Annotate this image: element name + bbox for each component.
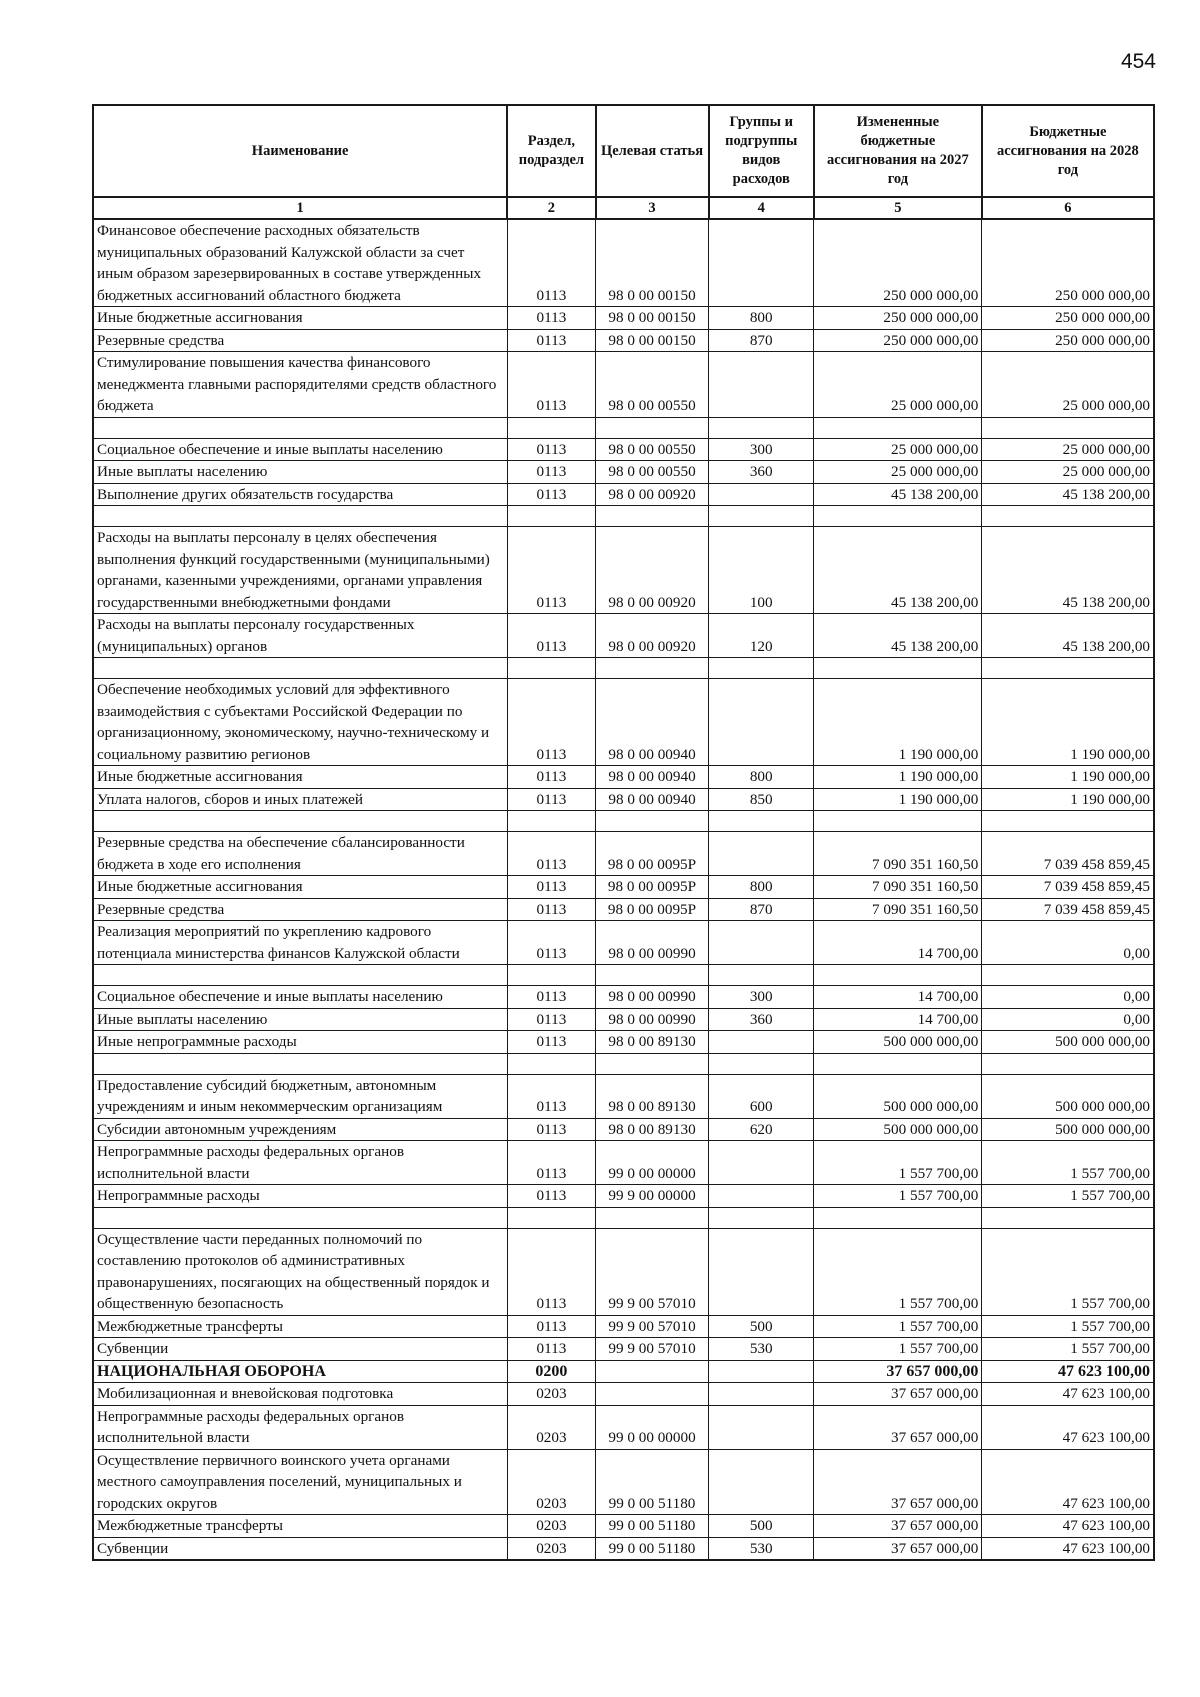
row-expense-group: 800 — [709, 307, 814, 330]
column-number: 2 — [507, 197, 595, 219]
budget-table — [92, 104, 1155, 1561]
row-amount-2028: 1 557 700,00 — [982, 1315, 1154, 1338]
table-row — [93, 352, 1154, 418]
row-section-code: 0200 — [507, 1360, 595, 1383]
row-amount-2027: 14 700,00 — [814, 986, 982, 1009]
row-expense-group: 530 — [709, 1537, 814, 1560]
spacer-cell — [507, 658, 595, 679]
row-amount-2028: 47 623 100,00 — [982, 1360, 1154, 1383]
row-expense-group — [709, 1360, 814, 1383]
row-expense-group: 120 — [709, 614, 814, 658]
header-section: Раздел, подраздел — [507, 105, 595, 197]
row-section-code: 0113 — [507, 832, 595, 876]
row-amount-2028: 0,00 — [982, 1008, 1154, 1031]
row-target-article: 98 0 00 00920 — [596, 527, 709, 614]
table-row — [93, 483, 1154, 506]
spacer-cell — [93, 811, 507, 832]
row-target-article: 99 0 00 51180 — [596, 1515, 709, 1538]
spacer-row — [93, 811, 1154, 832]
row-target-article: 98 0 00 00920 — [596, 614, 709, 658]
spacer-cell — [709, 1207, 814, 1228]
row-name: Иные выплаты населению — [93, 1008, 507, 1031]
row-amount-2027: 25 000 000,00 — [814, 461, 982, 484]
row-expense-group: 500 — [709, 1515, 814, 1538]
row-target-article — [596, 1360, 709, 1383]
spacer-row — [93, 1053, 1154, 1074]
row-expense-group: 360 — [709, 461, 814, 484]
row-target-article: 98 0 00 00920 — [596, 483, 709, 506]
table-row — [93, 1141, 1154, 1185]
row-section-code: 0113 — [507, 219, 595, 307]
row-target-article: 98 0 00 89130 — [596, 1074, 709, 1118]
table-row — [93, 1031, 1154, 1054]
row-section-code: 0113 — [507, 766, 595, 789]
header-amount-2027: Измененные бюджетные ассигнования на 2027 год — [814, 105, 982, 197]
row-section-code: 0113 — [507, 1185, 595, 1208]
row-target-article: 98 0 00 00940 — [596, 788, 709, 811]
row-amount-2027: 1 557 700,00 — [814, 1315, 982, 1338]
row-amount-2028: 45 138 200,00 — [982, 527, 1154, 614]
row-section-code: 0113 — [507, 1008, 595, 1031]
row-amount-2028: 1 557 700,00 — [982, 1338, 1154, 1361]
row-section-code: 0113 — [507, 438, 595, 461]
column-number: 6 — [982, 197, 1154, 219]
table-row — [93, 1449, 1154, 1515]
row-target-article: 98 0 00 00940 — [596, 766, 709, 789]
row-name: Осуществление первичного воинского учета органами местного самоуправления поселений, муниципальных и городских округов — [93, 1449, 507, 1515]
table-row — [93, 876, 1154, 899]
row-amount-2027: 7 090 351 160,50 — [814, 832, 982, 876]
row-target-article: 98 0 00 00150 — [596, 329, 709, 352]
table-row — [93, 1515, 1154, 1538]
row-target-article: 98 0 00 89130 — [596, 1118, 709, 1141]
spacer-cell — [596, 658, 709, 679]
row-amount-2027: 1 557 700,00 — [814, 1185, 982, 1208]
row-expense-group — [709, 1228, 814, 1315]
row-amount-2028: 25 000 000,00 — [982, 352, 1154, 418]
row-expense-group: 530 — [709, 1338, 814, 1361]
row-section-code: 0203 — [507, 1515, 595, 1538]
spacer-cell — [596, 417, 709, 438]
row-amount-2028: 1 190 000,00 — [982, 766, 1154, 789]
row-expense-group: 500 — [709, 1315, 814, 1338]
table-row — [93, 1008, 1154, 1031]
spacer-cell — [814, 1053, 982, 1074]
spacer-cell — [814, 506, 982, 527]
row-target-article: 99 0 00 51180 — [596, 1449, 709, 1515]
header-expense-groups: Группы и подгруппы видов расходов — [709, 105, 814, 197]
table-row — [93, 766, 1154, 789]
spacer-cell — [596, 1053, 709, 1074]
table-row — [93, 1383, 1154, 1406]
column-number: 4 — [709, 197, 814, 219]
spacer-cell — [982, 1207, 1154, 1228]
row-name: Межбюджетные трансферты — [93, 1315, 507, 1338]
row-amount-2028: 25 000 000,00 — [982, 461, 1154, 484]
row-amount-2028: 0,00 — [982, 921, 1154, 965]
row-amount-2027: 1 190 000,00 — [814, 766, 982, 789]
row-target-article: 99 0 00 51180 — [596, 1537, 709, 1560]
row-name: Расходы на выплаты персоналу государственных (муниципальных) органов — [93, 614, 507, 658]
row-target-article: 98 0 00 00550 — [596, 461, 709, 484]
column-number: 1 — [93, 197, 507, 219]
table-row — [93, 329, 1154, 352]
row-section-code: 0113 — [507, 876, 595, 899]
row-name: Иные бюджетные ассигнования — [93, 876, 507, 899]
row-target-article: 98 0 00 00150 — [596, 307, 709, 330]
column-number: 5 — [814, 197, 982, 219]
spacer-cell — [596, 965, 709, 986]
row-amount-2028: 250 000 000,00 — [982, 307, 1154, 330]
spacer-row — [93, 658, 1154, 679]
row-amount-2027: 1 557 700,00 — [814, 1338, 982, 1361]
spacer-cell — [982, 965, 1154, 986]
row-expense-group: 600 — [709, 1074, 814, 1118]
row-amount-2027: 500 000 000,00 — [814, 1118, 982, 1141]
row-name: НАЦИОНАЛЬНАЯ ОБОРОНА — [93, 1360, 507, 1383]
row-target-article: 99 0 00 00000 — [596, 1141, 709, 1185]
row-amount-2027: 7 090 351 160,50 — [814, 876, 982, 899]
row-section-code: 0113 — [507, 329, 595, 352]
row-amount-2028: 1 557 700,00 — [982, 1185, 1154, 1208]
spacer-cell — [709, 1053, 814, 1074]
row-target-article: 98 0 00 0095Р — [596, 876, 709, 899]
row-amount-2027: 250 000 000,00 — [814, 219, 982, 307]
spacer-row — [93, 417, 1154, 438]
row-target-article: 99 9 00 57010 — [596, 1315, 709, 1338]
row-expense-group: 870 — [709, 329, 814, 352]
spacer-cell — [507, 811, 595, 832]
row-name: Иные бюджетные ассигнования — [93, 307, 507, 330]
table-row — [93, 461, 1154, 484]
spacer-row — [93, 965, 1154, 986]
row-expense-group: 850 — [709, 788, 814, 811]
row-name: Иные бюджетные ассигнования — [93, 766, 507, 789]
spacer-cell — [507, 1207, 595, 1228]
spacer-cell — [507, 1053, 595, 1074]
row-expense-group — [709, 1449, 814, 1515]
row-target-article: 98 0 00 00550 — [596, 352, 709, 418]
row-target-article — [596, 1383, 709, 1406]
row-name: Субвенции — [93, 1537, 507, 1560]
row-section-code: 0113 — [507, 986, 595, 1009]
row-section-code: 0113 — [507, 1118, 595, 1141]
spacer-cell — [814, 965, 982, 986]
row-name: Резервные средства на обеспечение сбалансированности бюджета в ходе его исполнения — [93, 832, 507, 876]
row-amount-2027: 14 700,00 — [814, 1008, 982, 1031]
row-target-article: 98 0 00 0095Р — [596, 832, 709, 876]
spacer-cell — [596, 1207, 709, 1228]
table-row — [93, 219, 1154, 307]
row-amount-2027: 37 657 000,00 — [814, 1360, 982, 1383]
page-number: 454 — [1120, 50, 1156, 73]
row-name: Расходы на выплаты персоналу в целях обеспечения выполнения функций государственными (муниципальными) органами, казенными учреждениями, органами управления государственными внебюджетными фондами — [93, 527, 507, 614]
row-name: Предоставление субсидий бюджетным, автономным учреждениям и иным некоммерческим организациям — [93, 1074, 507, 1118]
table-row — [93, 986, 1154, 1009]
spacer-cell — [814, 1207, 982, 1228]
row-name: Обеспечение необходимых условий для эффективного взаимодействия с субъектами Российской Федерации по организационному, экономическому, научно-техническому и социальному развитию регионов — [93, 679, 507, 766]
table-row — [93, 307, 1154, 330]
row-amount-2028: 500 000 000,00 — [982, 1031, 1154, 1054]
table-row — [93, 1315, 1154, 1338]
spacer-cell — [814, 811, 982, 832]
spacer-cell — [93, 658, 507, 679]
row-target-article: 98 0 00 00990 — [596, 1008, 709, 1031]
table-row — [93, 921, 1154, 965]
row-name: Иные непрограммные расходы — [93, 1031, 507, 1054]
row-expense-group: 300 — [709, 438, 814, 461]
row-target-article: 98 0 00 0095Р — [596, 898, 709, 921]
row-name: Уплата налогов, сборов и иных платежей — [93, 788, 507, 811]
row-section-code: 0113 — [507, 527, 595, 614]
row-amount-2028: 47 623 100,00 — [982, 1537, 1154, 1560]
row-name: Выполнение других обязательств государства — [93, 483, 507, 506]
row-expense-group: 360 — [709, 1008, 814, 1031]
table-row — [93, 1537, 1154, 1560]
spacer-cell — [93, 1207, 507, 1228]
row-amount-2028: 7 039 458 859,45 — [982, 876, 1154, 899]
spacer-row — [93, 506, 1154, 527]
header-amount-2028: Бюджетные ассигнования на 2028 год — [982, 105, 1154, 197]
spacer-cell — [982, 506, 1154, 527]
table-row — [93, 679, 1154, 766]
spacer-cell — [507, 965, 595, 986]
table-row — [93, 614, 1154, 658]
row-name: Субвенции — [93, 1338, 507, 1361]
spacer-cell — [709, 506, 814, 527]
row-name: Резервные средства — [93, 329, 507, 352]
row-section-code: 0113 — [507, 898, 595, 921]
spacer-cell — [982, 658, 1154, 679]
row-amount-2028: 500 000 000,00 — [982, 1074, 1154, 1118]
row-amount-2027: 45 138 200,00 — [814, 527, 982, 614]
row-amount-2027: 25 000 000,00 — [814, 352, 982, 418]
row-amount-2028: 47 623 100,00 — [982, 1383, 1154, 1406]
row-target-article: 98 0 00 00990 — [596, 921, 709, 965]
row-target-article: 98 0 00 00940 — [596, 679, 709, 766]
table-row — [93, 1228, 1154, 1315]
row-section-code: 0113 — [507, 788, 595, 811]
row-amount-2027: 37 657 000,00 — [814, 1383, 982, 1406]
row-section-code: 0113 — [507, 679, 595, 766]
spacer-cell — [709, 811, 814, 832]
row-amount-2027: 45 138 200,00 — [814, 483, 982, 506]
row-name: Непрограммные расходы — [93, 1185, 507, 1208]
table-row — [93, 1074, 1154, 1118]
row-target-article: 99 9 00 57010 — [596, 1338, 709, 1361]
row-amount-2027: 1 557 700,00 — [814, 1228, 982, 1315]
table-row — [93, 438, 1154, 461]
table-row — [93, 1360, 1154, 1383]
row-name: Стимулирование повышения качества финансового менеджмента главными распорядителями средств областного бюджета — [93, 352, 507, 418]
spacer-cell — [596, 811, 709, 832]
row-amount-2028: 47 623 100,00 — [982, 1405, 1154, 1449]
row-section-code: 0113 — [507, 1141, 595, 1185]
row-name: Финансовое обеспечение расходных обязательств муниципальных образований Калужской области за счет иным образом зарезервированных в составе утвержденных бюджетных ассигнований областного бюджета — [93, 219, 507, 307]
row-section-code: 0113 — [507, 1074, 595, 1118]
spacer-cell — [507, 417, 595, 438]
row-section-code: 0113 — [507, 483, 595, 506]
row-section-code: 0113 — [507, 1315, 595, 1338]
row-name: Иные выплаты населению — [93, 461, 507, 484]
row-amount-2027: 500 000 000,00 — [814, 1031, 982, 1054]
row-expense-group: 300 — [709, 986, 814, 1009]
row-name: Реализация мероприятий по укреплению кадрового потенциала министерства финансов Калужской области — [93, 921, 507, 965]
spacer-cell — [596, 506, 709, 527]
spacer-cell — [709, 965, 814, 986]
row-amount-2027: 1 557 700,00 — [814, 1141, 982, 1185]
row-amount-2027: 14 700,00 — [814, 921, 982, 965]
row-target-article: 98 0 00 00990 — [596, 986, 709, 1009]
row-name: Социальное обеспечение и иные выплаты населению — [93, 438, 507, 461]
table-row — [93, 1118, 1154, 1141]
row-section-code: 0203 — [507, 1383, 595, 1406]
row-section-code: 0113 — [507, 461, 595, 484]
row-expense-group — [709, 483, 814, 506]
row-expense-group — [709, 679, 814, 766]
row-amount-2028: 47 623 100,00 — [982, 1515, 1154, 1538]
row-expense-group: 100 — [709, 527, 814, 614]
row-expense-group — [709, 1031, 814, 1054]
row-section-code: 0113 — [507, 352, 595, 418]
row-amount-2027: 37 657 000,00 — [814, 1449, 982, 1515]
row-name: Резервные средства — [93, 898, 507, 921]
table-row — [93, 1338, 1154, 1361]
row-name: Непрограммные расходы федеральных органов исполнительной власти — [93, 1141, 507, 1185]
table-row — [93, 832, 1154, 876]
row-expense-group: 620 — [709, 1118, 814, 1141]
row-amount-2027: 37 657 000,00 — [814, 1515, 982, 1538]
row-section-code: 0203 — [507, 1449, 595, 1515]
row-amount-2028: 250 000 000,00 — [982, 219, 1154, 307]
row-section-code: 0203 — [507, 1537, 595, 1560]
row-amount-2028: 250 000 000,00 — [982, 329, 1154, 352]
row-amount-2028: 0,00 — [982, 986, 1154, 1009]
row-name: Осуществление части переданных полномочий по составлению протоколов об административных правонарушениях, посягающих на общественный порядок и общественную безопасность — [93, 1228, 507, 1315]
row-expense-group — [709, 1383, 814, 1406]
row-amount-2028: 47 623 100,00 — [982, 1449, 1154, 1515]
row-name: Социальное обеспечение и иные выплаты населению — [93, 986, 507, 1009]
row-amount-2027: 250 000 000,00 — [814, 307, 982, 330]
row-section-code: 0113 — [507, 307, 595, 330]
column-number: 3 — [596, 197, 709, 219]
row-target-article: 98 0 00 89130 — [596, 1031, 709, 1054]
table-row — [93, 1405, 1154, 1449]
row-expense-group — [709, 1185, 814, 1208]
row-section-code: 0113 — [507, 921, 595, 965]
row-amount-2028: 500 000 000,00 — [982, 1118, 1154, 1141]
row-amount-2028: 25 000 000,00 — [982, 438, 1154, 461]
row-amount-2028: 45 138 200,00 — [982, 614, 1154, 658]
row-amount-2027: 1 190 000,00 — [814, 679, 982, 766]
spacer-cell — [982, 417, 1154, 438]
row-target-article: 98 0 00 00150 — [596, 219, 709, 307]
row-expense-group — [709, 921, 814, 965]
spacer-cell — [93, 506, 507, 527]
spacer-cell — [709, 658, 814, 679]
row-expense-group — [709, 832, 814, 876]
spacer-cell — [709, 417, 814, 438]
header-target-article: Целевая статья — [596, 105, 709, 197]
table-row — [93, 527, 1154, 614]
row-amount-2028: 1 190 000,00 — [982, 679, 1154, 766]
row-name: Мобилизационная и вневойсковая подготовка — [93, 1383, 507, 1406]
spacer-cell — [93, 1053, 507, 1074]
row-expense-group — [709, 352, 814, 418]
row-amount-2027: 45 138 200,00 — [814, 614, 982, 658]
row-target-article: 99 0 00 00000 — [596, 1405, 709, 1449]
row-target-article: 98 0 00 00550 — [596, 438, 709, 461]
row-expense-group — [709, 1405, 814, 1449]
row-amount-2028: 1 190 000,00 — [982, 788, 1154, 811]
spacer-cell — [507, 506, 595, 527]
spacer-cell — [814, 658, 982, 679]
row-amount-2027: 500 000 000,00 — [814, 1074, 982, 1118]
row-section-code: 0203 — [507, 1405, 595, 1449]
row-amount-2027: 7 090 351 160,50 — [814, 898, 982, 921]
row-amount-2027: 37 657 000,00 — [814, 1537, 982, 1560]
spacer-cell — [982, 811, 1154, 832]
spacer-cell — [814, 417, 982, 438]
row-amount-2028: 1 557 700,00 — [982, 1228, 1154, 1315]
row-name: Непрограммные расходы федеральных органов исполнительной власти — [93, 1405, 507, 1449]
row-target-article: 99 9 00 57010 — [596, 1228, 709, 1315]
row-amount-2028: 7 039 458 859,45 — [982, 832, 1154, 876]
row-name: Межбюджетные трансферты — [93, 1515, 507, 1538]
row-expense-group — [709, 219, 814, 307]
row-expense-group: 800 — [709, 876, 814, 899]
row-section-code: 0113 — [507, 1338, 595, 1361]
row-amount-2028: 7 039 458 859,45 — [982, 898, 1154, 921]
spacer-cell — [93, 965, 507, 986]
row-amount-2027: 250 000 000,00 — [814, 329, 982, 352]
spacer-row — [93, 1207, 1154, 1228]
row-amount-2028: 45 138 200,00 — [982, 483, 1154, 506]
row-expense-group: 800 — [709, 766, 814, 789]
table-row — [93, 1185, 1154, 1208]
spacer-cell — [982, 1053, 1154, 1074]
row-amount-2027: 37 657 000,00 — [814, 1405, 982, 1449]
row-amount-2028: 1 557 700,00 — [982, 1141, 1154, 1185]
row-name: Субсидии автономным учреждениям — [93, 1118, 507, 1141]
row-section-code: 0113 — [507, 614, 595, 658]
table-row — [93, 788, 1154, 811]
table-body — [93, 219, 1154, 1560]
row-amount-2027: 25 000 000,00 — [814, 438, 982, 461]
row-amount-2027: 1 190 000,00 — [814, 788, 982, 811]
row-expense-group — [709, 1141, 814, 1185]
row-section-code: 0113 — [507, 1031, 595, 1054]
header-name: Наименование — [93, 105, 507, 197]
row-expense-group: 870 — [709, 898, 814, 921]
row-section-code: 0113 — [507, 1228, 595, 1315]
table-row — [93, 898, 1154, 921]
spacer-cell — [93, 417, 507, 438]
row-target-article: 99 9 00 00000 — [596, 1185, 709, 1208]
